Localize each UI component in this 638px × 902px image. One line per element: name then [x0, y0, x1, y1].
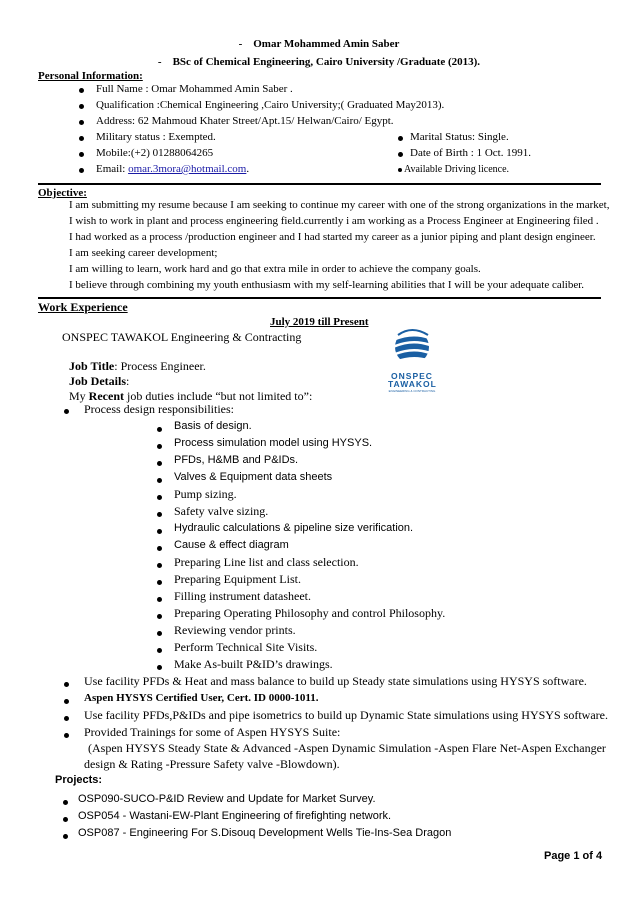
bullet: [79, 168, 84, 173]
bullet: [157, 478, 162, 483]
duty-item: Hydraulic calculations & pipeline size verification.: [174, 522, 414, 534]
projects-heading: Projects:: [55, 774, 103, 786]
bullet: [79, 152, 84, 157]
bullet: [79, 136, 84, 141]
military-status: Military status : Exempted.: [96, 131, 216, 143]
objective-line: I wish to work in plant and process engineering field.currently i am working as a Process Engineer at Engineering filed .: [69, 215, 599, 227]
bullet: [398, 152, 403, 157]
bullet: [157, 444, 162, 449]
bullet: [157, 512, 162, 517]
bullet: [157, 665, 162, 670]
qualification: Qualification :Chemical Engineering ,Cairo University;( Graduated May2013).: [96, 99, 445, 111]
bullet: [157, 529, 162, 534]
duty-item: Basis of design.: [174, 420, 252, 432]
duty-item: PFDs, H&MB and P&IDs.: [174, 454, 299, 466]
duty-item: Valves & Equipment data sheets: [174, 471, 333, 483]
page-number: Page 1 of 4: [544, 850, 603, 862]
duty-item: Make As-built P&ID’s drawings.: [174, 657, 333, 671]
mobile: Mobile:(+2) 01288064265: [96, 147, 214, 159]
duty-item: Pump sizing.: [174, 487, 237, 501]
bullet: [79, 88, 84, 93]
recent-duties-intro: My Recent job duties include “but not limited to”:: [69, 389, 313, 403]
project-item: OSP090-SUCO-P&ID Review and Update for Market Survey.: [78, 793, 376, 805]
duty-item: Perform Technical Site Visits.: [174, 640, 318, 654]
duty-item: Process simulation model using HYSYS.: [174, 437, 373, 449]
bullet: [157, 580, 162, 585]
project-item: OSP054 - Wastani-EW-Plant Engineering of firefighting network.: [78, 810, 392, 822]
bullet: [64, 699, 69, 704]
driving-licence: Available Driving licence.: [404, 164, 510, 175]
marital-status: Marital Status: Single.: [410, 131, 509, 143]
work-item: Use facility PFDs & Heat and mass balance to build up Steady state simulations using HYSYS software.: [84, 674, 587, 688]
training-list: design & Rating -Pressure Safety valve -Blowdown).: [84, 757, 340, 771]
bullet: [157, 614, 162, 619]
bullet: [157, 631, 162, 636]
objective-line: I had worked as a process /production engineer and I had started my career as a junior piping and plant design engineer.: [69, 231, 596, 243]
bullet: [157, 495, 162, 500]
bullet: [63, 834, 68, 839]
bullet: [79, 104, 84, 109]
objective-line: I am seeking career development;: [69, 247, 218, 259]
process-design-heading: Process design responsibilities:: [84, 402, 234, 416]
bullet: [64, 682, 69, 687]
date-of-birth: Date of Birth : 1 Oct. 1991.: [410, 147, 531, 159]
training-list: (Aspen HYSYS Steady State & Advanced -Aspen Dynamic Simulation -Aspen Flare Net-Aspen Exchanger: [88, 741, 606, 755]
bullet: [398, 136, 403, 141]
onspec-tawakol-logo: ONSPEC TAWAKOL ENGINEERING & CONTRACTING: [388, 327, 436, 387]
address: Address: 62 Mahmoud Khater Street/Apt.15/ Helwan/Cairo/ Egypt.: [96, 115, 394, 127]
bullet: [63, 800, 68, 805]
objective-line: I am willing to learn, work hard and go that extra mile in order to achieve the company goals.: [69, 263, 481, 275]
duty-item: Preparing Line list and class selection.: [174, 555, 359, 569]
personal-heading: Personal Information:: [38, 70, 143, 82]
globe-icon: [388, 327, 436, 367]
certification-item: Aspen HYSYS Certified User, Cert. ID 0000-1011.: [84, 692, 319, 704]
bullet: [79, 120, 84, 125]
bullet: [64, 716, 69, 721]
bullet: [64, 409, 69, 414]
work-period: July 2019 till Present: [270, 316, 369, 328]
objective-line: I am submitting my resume because I am seeking to continue my career with one of the strong organizations in the market,: [69, 199, 610, 211]
name-line: - Omar Mohammed Amin Saber: [238, 38, 400, 50]
duty-item: Preparing Equipment List.: [174, 572, 301, 586]
duty-item: Cause & effect diagram: [174, 539, 289, 551]
job-details-label: Job Details:: [69, 374, 130, 388]
work-heading: Work Experience: [38, 300, 128, 314]
duty-item: Preparing Operating Philosophy and control Philosophy.: [174, 606, 446, 620]
bullet: [64, 733, 69, 738]
bullet: [63, 817, 68, 822]
objective-heading: Objective:: [38, 187, 87, 199]
bullet: [157, 563, 162, 568]
bullet: [157, 648, 162, 653]
bullet: [157, 427, 162, 432]
section-divider: [38, 183, 601, 185]
email-link[interactable]: omar.3mora@hotmail.com: [128, 163, 247, 175]
duty-item: Reviewing vendor prints.: [174, 623, 296, 637]
company-name: ONSPEC TAWAKOL Engineering & Contracting: [62, 330, 302, 344]
bullet: [157, 461, 162, 466]
duty-item: Safety valve sizing.: [174, 504, 269, 518]
full-name: Full Name : Omar Mohammed Amin Saber .: [96, 83, 293, 95]
email-row: Email: omar.3mora@hotmail.com.: [96, 163, 250, 175]
degree-line: - BSc of Chemical Engineering, Cairo University /Graduate (2013).: [157, 56, 481, 68]
job-title: Job Title: Process Engineer.: [69, 359, 206, 373]
project-item: OSP087 - Engineering For S.Disouq Development Wells Tie-Ins-Sea Dragon: [78, 827, 452, 839]
bullet: [157, 597, 162, 602]
section-divider: [38, 297, 601, 299]
work-item: Provided Trainings for some of Aspen HYSYS Suite:: [84, 725, 341, 739]
objective-line: I believe through combining my youth enthusiasm with my self-learning abilities that I will be your adequate caliber.: [69, 279, 585, 291]
bullet: [398, 168, 402, 172]
work-item: Use facility PFDs,P&IDs and pipe isometrics to build up Dynamic State simulations using HYSYS software.: [84, 708, 608, 722]
duty-item: Filling instrument datasheet.: [174, 589, 311, 603]
bullet: [157, 546, 162, 551]
